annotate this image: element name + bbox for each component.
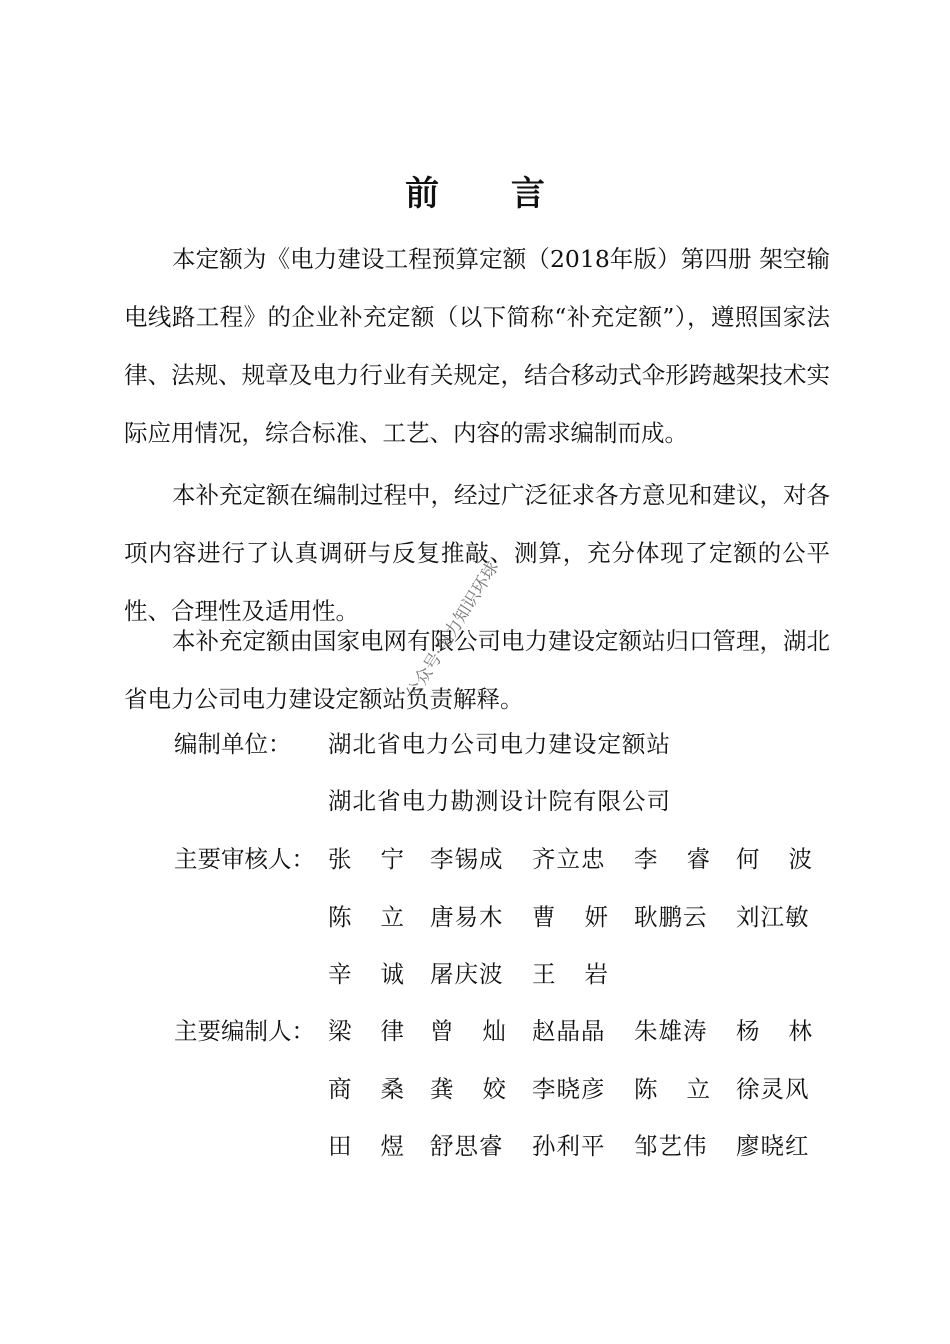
compiling-unit: 湖北省电力勘测设计院有限公司 xyxy=(328,787,671,815)
person-name: 邹艺伟 xyxy=(634,1132,708,1160)
person-name: 梁 律 xyxy=(328,1017,404,1045)
person-name: 陈 立 xyxy=(634,1074,710,1103)
paragraph-process: 本补充定额在编制过程中，经过广泛征求各方意见和建议，对各项内容进行了认真调研与反复推敲、测算，充分体现了定额的公平性、合理性及适用性。 xyxy=(124,481,830,625)
reviewers-label: 主要审核人： xyxy=(174,845,315,873)
paragraph-management: 本补充定额由国家电网有限公司电力建设定额站归口管理，湖北省电力公司电力建设定额站负责解释。 xyxy=(124,627,830,713)
editors-row xyxy=(174,1131,834,1161)
compiling-unit: 湖北省电力公司电力建设定额站 xyxy=(328,730,671,758)
person-name: 田 煜 xyxy=(328,1132,404,1160)
person-name: 赵晶晶 xyxy=(532,1017,606,1045)
person-name: 齐立忠 xyxy=(532,845,606,873)
page-title: 前 言 xyxy=(405,174,575,214)
person-name: 刘江敏 xyxy=(736,902,810,931)
person-name: 曹 妍 xyxy=(532,902,608,931)
person-name: 徐灵风 xyxy=(736,1074,810,1103)
person-name: 曾 灿 xyxy=(430,1017,506,1045)
editors-row xyxy=(174,1074,834,1104)
editors-row xyxy=(174,1016,834,1046)
editors-label: 主要编制人： xyxy=(174,1017,315,1045)
person-name: 李晓彦 xyxy=(532,1074,606,1103)
paragraph-intro: 本定额为《电力建设工程预算定额（2018年版）第四册 架空输电线路工程》的企业补充定额（以下简称“补充定额”），遵照国家法律、法规、规章及电力行业有关规定，结合移动式伞形跨越架技术实际应用情况，综合标准、工艺、内容的需求编制而成。 xyxy=(124,245,830,447)
reviewers-row xyxy=(174,959,834,989)
reviewers-row xyxy=(174,844,834,874)
person-name: 辛 诚 xyxy=(328,960,404,988)
person-name: 王 岩 xyxy=(532,960,608,988)
person-name: 李 睿 xyxy=(634,845,710,873)
person-name: 屠庆波 xyxy=(430,960,504,988)
person-name: 张 宁 xyxy=(328,845,404,873)
reviewers-row xyxy=(174,902,834,932)
person-name: 李锡成 xyxy=(430,845,504,873)
compiling-units-row xyxy=(174,729,834,759)
person-name: 廖晓红 xyxy=(736,1132,810,1160)
person-name: 龚 姣 xyxy=(430,1074,506,1103)
person-name: 耿鹏云 xyxy=(634,902,708,931)
person-name: 唐易木 xyxy=(430,902,504,931)
person-name: 商 桑 xyxy=(328,1074,404,1103)
compiling-units-label: 编制单位： xyxy=(174,730,292,758)
person-name: 陈 立 xyxy=(328,902,404,931)
person-name: 孙利平 xyxy=(532,1132,606,1160)
person-name: 舒思睿 xyxy=(430,1132,504,1160)
person-name: 朱雄涛 xyxy=(634,1017,708,1045)
person-name: 何 波 xyxy=(736,845,812,873)
person-name: 杨 林 xyxy=(736,1017,812,1045)
compiling-units-row xyxy=(174,786,834,816)
watermark: 公众号·电力知识环球 xyxy=(402,558,504,704)
